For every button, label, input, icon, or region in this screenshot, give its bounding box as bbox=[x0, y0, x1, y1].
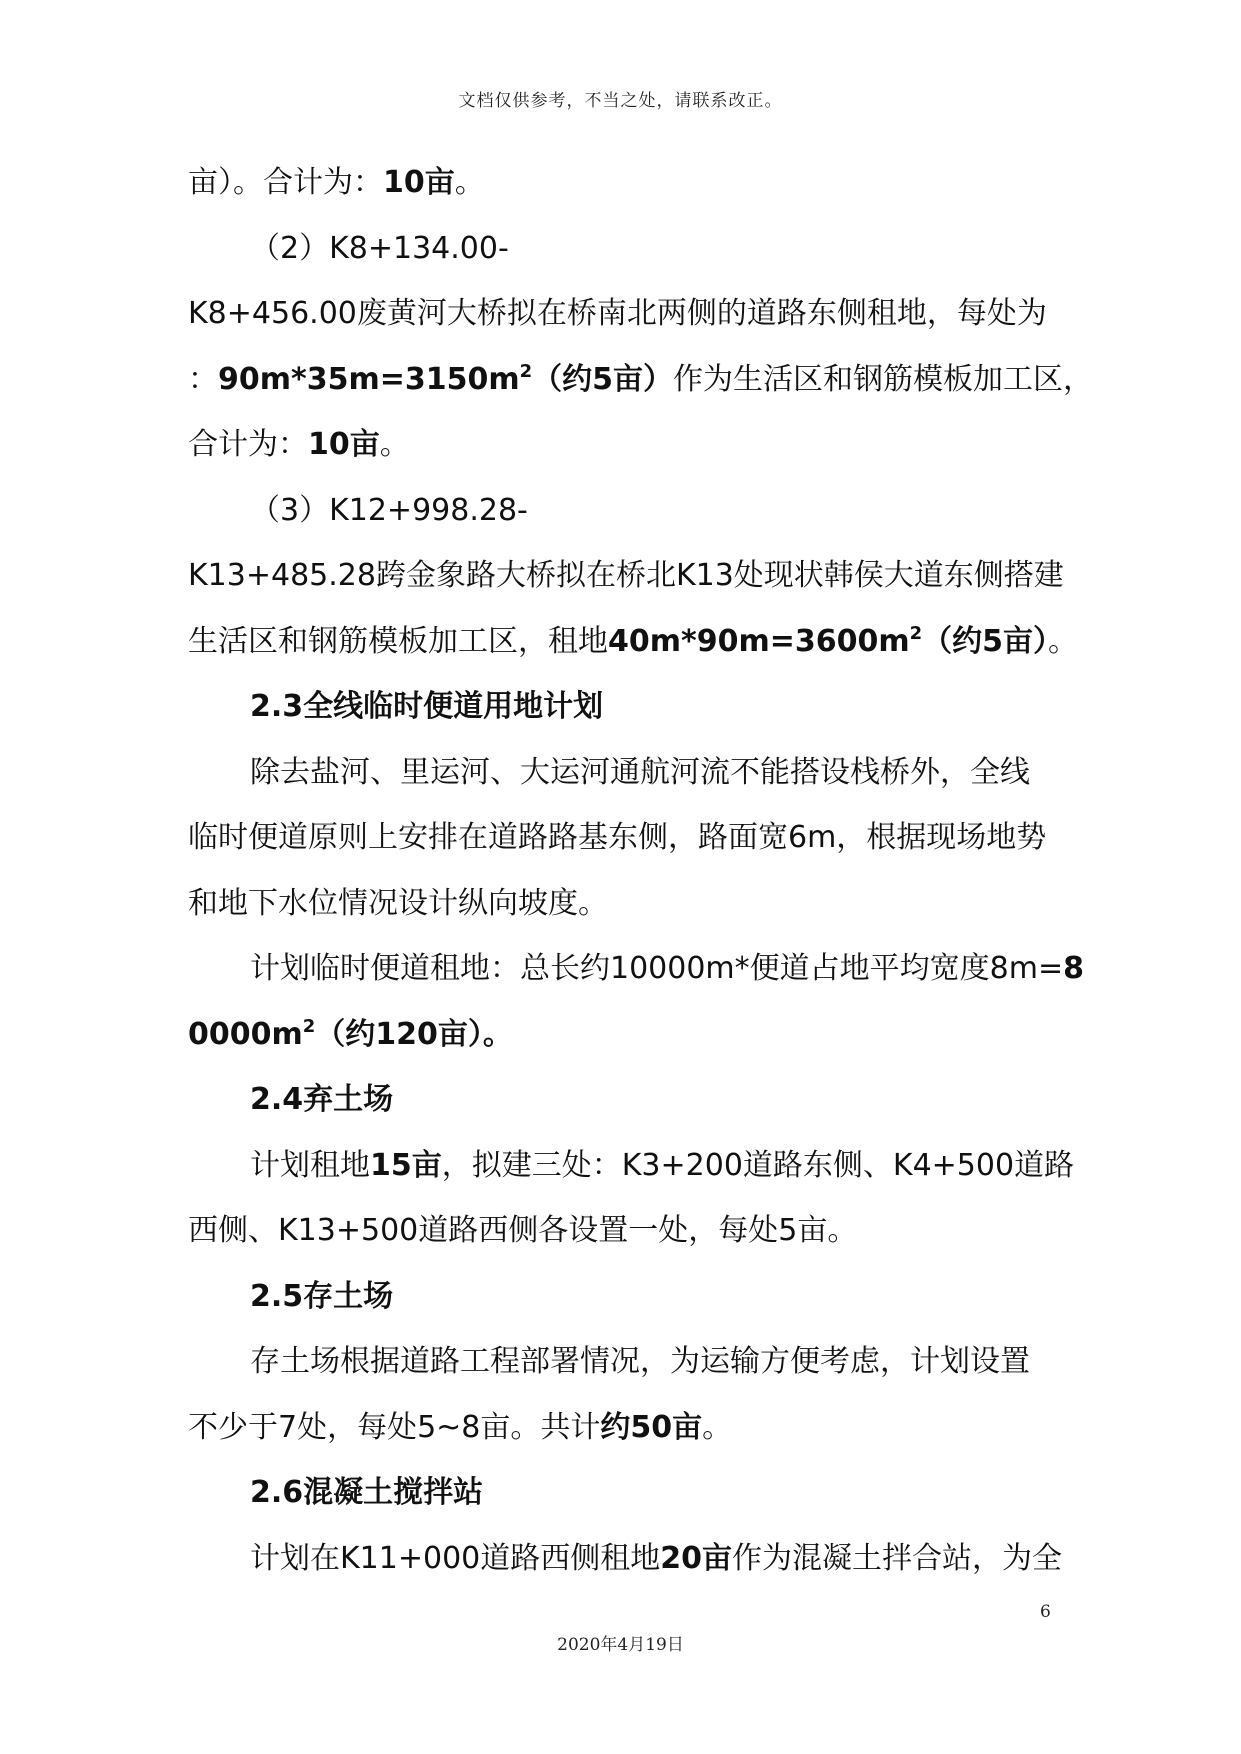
superscript: 2 bbox=[519, 360, 533, 382]
text-line bbox=[188, 740, 1068, 806]
text-line bbox=[188, 1460, 1068, 1526]
text-line bbox=[188, 936, 1084, 1002]
text-segment: （约5亩） bbox=[532, 361, 674, 397]
text-segment: 2.5存土场 bbox=[250, 1278, 394, 1314]
text-line bbox=[188, 1002, 1068, 1068]
text-segment: 10亩 bbox=[383, 165, 455, 200]
text-segment: 10亩 bbox=[308, 427, 380, 462]
text-segment: 作为混凝土拌合站，为全 bbox=[732, 1540, 1062, 1576]
text-segment: 存土场根据道路工程部署情况，为运输方便考虑，计划设置 bbox=[250, 1344, 1030, 1379]
text-segment: 不少于7处，每处5~8亩。共计 bbox=[188, 1409, 601, 1445]
text-segment: （2）K8+134.00- bbox=[250, 230, 509, 266]
text-line bbox=[188, 1198, 1068, 1264]
text-segment: 90m*35m=3150m bbox=[218, 361, 520, 397]
text-line bbox=[188, 1526, 1068, 1592]
text-line bbox=[188, 1329, 1068, 1395]
page-footer-date: 2020年4月19日 bbox=[557, 1635, 684, 1655]
text-line bbox=[188, 1133, 1075, 1199]
text-segment: 15亩 bbox=[370, 1147, 442, 1183]
text-segment: 。 bbox=[702, 1409, 733, 1445]
text-line bbox=[188, 1264, 1068, 1330]
text-line bbox=[188, 412, 1068, 478]
text-segment: 计划在K11+000道路西侧租地 bbox=[250, 1540, 661, 1576]
text-segment: 。 bbox=[379, 427, 410, 462]
page-number: 6 bbox=[1040, 1602, 1051, 1622]
text-segment: 20亩 bbox=[660, 1540, 732, 1576]
text-segment: 除去盐河、里运河、大运河通航河流不能搭设栈桥外，全线 bbox=[250, 754, 1030, 790]
text-segment: 计划租地 bbox=[250, 1147, 370, 1183]
text-segment: 临时便道原则上安排在道路路基东侧，路面宽6m，根据现场地势 bbox=[188, 820, 1047, 855]
text-segment: K13+485.28跨金象路大桥拟在桥北K13处现状韩侯大道东侧搭建 bbox=[188, 558, 1064, 593]
text-segment: 2.4弃土场 bbox=[250, 1082, 394, 1117]
text-segment: 亩）。合计为： bbox=[188, 165, 383, 200]
superscript: 2 bbox=[302, 1015, 316, 1037]
text-segment: 40m*90m=3600m bbox=[608, 623, 910, 659]
page-header: 文档仅供参考，不当之处，请联系改正。 bbox=[458, 91, 783, 111]
text-segment: （约5亩） bbox=[922, 623, 1049, 659]
text-segment: ： bbox=[188, 361, 218, 397]
text-line bbox=[188, 1067, 1068, 1133]
text-segment: （约120亩）。 bbox=[315, 1016, 513, 1052]
text-line bbox=[188, 543, 1068, 609]
text-segment: 2.3全线临时便道用地计划 bbox=[250, 689, 604, 724]
text-segment: 合计为： bbox=[188, 427, 308, 462]
text-segment: 约50亩 bbox=[600, 1409, 703, 1445]
text-line bbox=[188, 216, 1068, 282]
text-segment: K8+456.00废黄河大桥拟在桥南北两侧的道路东侧租地，每处为 bbox=[188, 296, 1047, 331]
text-segment: 2.6混凝土搅拌站 bbox=[250, 1475, 484, 1510]
text-line bbox=[188, 281, 1068, 347]
text-line bbox=[188, 1395, 1068, 1461]
text-line bbox=[188, 478, 1068, 544]
text-segment: 。 bbox=[1048, 623, 1079, 659]
text-segment: （3）K12+998.28- bbox=[250, 492, 528, 528]
superscript: 2 bbox=[909, 622, 923, 644]
text-segment: 作为生活区和钢筋模板加工区， bbox=[673, 361, 1094, 397]
text-line bbox=[188, 674, 1068, 740]
text-segment: 计划临时便道租地：总长约10000m*便道占地平均宽度8m= bbox=[250, 951, 1064, 986]
text-segment: 生活区和钢筋模板加工区，租地 bbox=[188, 623, 608, 659]
text-line bbox=[188, 150, 1068, 216]
document-body bbox=[188, 150, 1094, 1591]
text-segment: ，拟建三处：K3+200道路东侧、K4+500道路 bbox=[441, 1147, 1075, 1183]
text-segment: 和地下水位情况设计纵向坡度。 bbox=[188, 885, 608, 921]
text-segment: 0000m bbox=[188, 1016, 303, 1052]
text-segment: 。 bbox=[454, 165, 485, 200]
text-line bbox=[188, 609, 1079, 675]
text-line bbox=[188, 871, 1068, 937]
text-line bbox=[188, 347, 1094, 413]
text-segment: 西侧、K13+500道路西侧各设置一处，每处5亩。 bbox=[188, 1213, 858, 1248]
text-line bbox=[188, 805, 1068, 871]
text-segment: 8 bbox=[1063, 951, 1084, 986]
